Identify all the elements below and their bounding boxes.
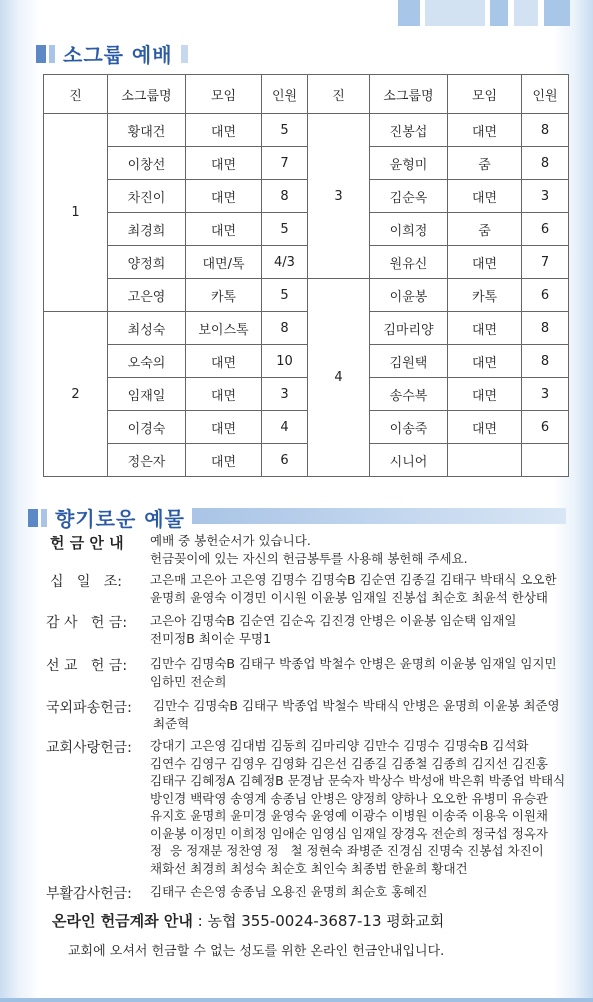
header-cell: 모임 <box>448 75 522 114</box>
table-row <box>44 114 569 147</box>
offering-guide-text <box>150 532 468 567</box>
count-cell: 8 <box>262 180 308 213</box>
group-name-cell: 차진이 <box>108 180 186 213</box>
section-title-small-group <box>36 39 188 68</box>
meet-cell: 대면 <box>186 345 262 378</box>
count-cell: 3 <box>522 180 569 213</box>
online-account: : 농협 355-0024-3687-13 평화교회 <box>192 912 445 930</box>
group-name-cell: 이희정 <box>370 213 448 246</box>
title-square-icon <box>49 45 55 63</box>
header-cell: 진 <box>44 75 108 114</box>
title-square-icon <box>181 45 188 63</box>
meet-cell: 대면 <box>186 411 262 444</box>
small-group-table <box>43 74 569 477</box>
mission-label: 선 교 헌 금: <box>46 658 128 674</box>
tithe-names <box>150 571 557 606</box>
meet-cell: 대면 <box>186 147 262 180</box>
count-cell: 8 <box>522 312 569 345</box>
count-cell: 5 <box>262 213 308 246</box>
meet-cell: 대면/톡 <box>186 246 262 279</box>
meet-cell: 대면 <box>448 345 522 378</box>
name-line: 김만수 김명숙B 김태구 박종업 박철수 박태식 안병은 윤명희 이윤봉 최준영 <box>153 698 560 713</box>
header-cell: 진 <box>308 75 370 114</box>
jin-cell: 1 <box>44 114 108 312</box>
overseas-label: 국외파송헌금: <box>46 700 132 716</box>
table-row <box>44 213 569 246</box>
count-cell: 4/3 <box>262 246 308 279</box>
table-header-row <box>44 75 569 114</box>
group-name-cell: 이송죽 <box>370 411 448 444</box>
meet-cell: 대면 <box>186 444 262 477</box>
meet-cell: 대면 <box>448 411 522 444</box>
count-cell: 3 <box>522 378 569 411</box>
easter-names <box>150 883 427 901</box>
bottom-decoration <box>0 998 593 1002</box>
header-cell: 인원 <box>522 75 569 114</box>
header-cell: 인원 <box>262 75 308 114</box>
love-names <box>150 737 565 877</box>
count-cell: 8 <box>522 147 569 180</box>
meet-cell <box>448 444 522 477</box>
meet-cell: 대면 <box>186 180 262 213</box>
count-cell: 8 <box>522 114 569 147</box>
jin-cell: 3 <box>308 114 370 279</box>
count-cell: 7 <box>262 147 308 180</box>
count-cell: 4 <box>262 411 308 444</box>
group-name-cell: 이창선 <box>108 147 186 180</box>
count-cell: 7 <box>522 246 569 279</box>
jin-cell: 4 <box>308 279 370 477</box>
meet-cell: 카톡 <box>186 279 262 312</box>
love-label: 교회사랑헌금: <box>46 740 132 756</box>
meet-cell: 보이스톡 <box>186 312 262 345</box>
meet-cell: 대면 <box>448 312 522 345</box>
meet-cell: 대면 <box>448 378 522 411</box>
group-name-cell: 최성숙 <box>108 312 186 345</box>
overseas-names <box>153 697 560 732</box>
group-name-cell: 이윤봉 <box>370 279 448 312</box>
group-name-cell: 오숙의 <box>108 345 186 378</box>
online-note: 교회에 오셔서 헌금할 수 없는 성도를 위한 온라인 헌금안내입니다. <box>68 944 445 959</box>
easter-label: 부활감사헌금: <box>46 886 132 902</box>
table-row <box>44 180 569 213</box>
count-cell: 6 <box>522 411 569 444</box>
table-row <box>44 147 569 180</box>
mission-names <box>150 655 557 690</box>
meet-cell: 줌 <box>448 147 522 180</box>
table-row <box>44 444 569 477</box>
group-name-cell: 최경희 <box>108 213 186 246</box>
name-line: 정 응 정재분 정찬영 정 철 정현숙 좌병준 진경심 진명숙 진봉섭 차진이 <box>150 843 544 858</box>
thanks-names <box>150 612 516 647</box>
table-row <box>44 312 569 345</box>
thanks-label: 감 사 헌 금: <box>46 615 128 631</box>
name-line: 전미정B 최이순 무명1 <box>150 630 272 646</box>
name-line: 고은아 김명숙B 김순연 김순옥 김진경 안병은 이윤봉 임순택 임재일 <box>150 613 517 628</box>
meet-cell: 대면 <box>448 180 522 213</box>
name-line: 강대기 고은영 김대범 김동희 김마리양 김만수 김명수 김명숙B 김석화 <box>150 738 529 753</box>
group-name-cell: 김원택 <box>370 345 448 378</box>
group-name-cell: 고은영 <box>108 279 186 312</box>
group-name-cell: 김순옥 <box>370 180 448 213</box>
table-row <box>44 411 569 444</box>
count-cell: 5 <box>262 114 308 147</box>
count-cell: 8 <box>522 345 569 378</box>
section-title-text: 향기로운 예물 <box>55 507 185 531</box>
title-bar-decoration <box>192 508 566 524</box>
section-title-offering <box>28 503 185 532</box>
group-name-cell: 진봉섭 <box>370 114 448 147</box>
name-line: 김연수 김영구 김영우 김영화 김은선 김종길 김종철 김종희 김지선 김진홍 <box>150 755 549 771</box>
table-row <box>44 279 569 312</box>
table-row <box>44 246 569 279</box>
group-name-cell: 이경숙 <box>108 411 186 444</box>
name-line: 김태구 손은영 송종님 오용진 윤명희 최순호 홍혜진 <box>150 884 428 899</box>
header-cell: 소그룹명 <box>108 75 186 114</box>
group-name-cell: 김마리양 <box>370 312 448 345</box>
guide-line: 예배 중 봉헌순서가 있습니다. <box>150 533 311 548</box>
offering-guide-label: 헌 금 안 내 <box>50 534 124 552</box>
name-line: 이윤봉 이정민 이희정 임애순 임영심 임재일 장경옥 전순희 정국섭 정옥자 <box>150 825 549 841</box>
group-name-cell: 정은자 <box>108 444 186 477</box>
name-line: 김만수 김명숙B 김태구 박종업 박철수 안병은 윤명희 이윤봉 임재일 임지민 <box>150 656 557 671</box>
name-line: 윤명희 윤영숙 이경민 이시원 이윤봉 임재일 진봉섭 최순호 최윤석 한상태 <box>150 589 549 605</box>
meet-cell: 대면 <box>186 378 262 411</box>
count-cell: 3 <box>262 378 308 411</box>
meet-cell: 대면 <box>448 114 522 147</box>
title-square-icon <box>41 509 47 527</box>
count-cell: 6 <box>522 213 569 246</box>
count-cell: 5 <box>262 279 308 312</box>
name-line: 채화선 최경희 최성숙 최순호 최인숙 최종범 한윤희 황대건 <box>150 860 468 876</box>
name-line: 임하민 전순희 <box>150 673 227 689</box>
count-cell <box>522 444 569 477</box>
count-cell: 10 <box>262 345 308 378</box>
count-cell: 6 <box>262 444 308 477</box>
meet-cell: 줌 <box>448 213 522 246</box>
top-decoration <box>0 0 593 28</box>
name-line: 최준혁 <box>153 715 190 731</box>
table-row <box>44 345 569 378</box>
name-line: 김태구 김혜정A 김혜정B 문경남 문숙자 박상수 박성애 박은휘 박종업 박태식 <box>150 773 566 788</box>
group-name-cell: 윤형미 <box>370 147 448 180</box>
tithe-label: 십 일 조: <box>50 574 122 590</box>
section-title-text: 소그룹 예배 <box>63 43 173 67</box>
group-name-cell: 송수복 <box>370 378 448 411</box>
meet-cell: 대면 <box>186 114 262 147</box>
online-account-info <box>52 910 444 931</box>
group-name-cell: 황대건 <box>108 114 186 147</box>
title-square-icon <box>28 509 38 527</box>
group-name-cell: 시니어 <box>370 444 448 477</box>
group-name-cell: 임재일 <box>108 378 186 411</box>
count-cell: 6 <box>522 279 569 312</box>
meet-cell: 대면 <box>448 246 522 279</box>
title-square-icon <box>36 45 46 63</box>
online-label: 온라인 헌금계좌 안내 <box>52 912 193 930</box>
meet-cell: 카톡 <box>448 279 522 312</box>
group-name-cell: 원유신 <box>370 246 448 279</box>
guide-line: 헌금꽂이에 있는 자신의 헌금봉투를 사용해 봉헌해 주세요. <box>150 550 468 566</box>
header-cell: 소그룹명 <box>370 75 448 114</box>
header-cell: 모임 <box>186 75 262 114</box>
meet-cell: 대면 <box>186 213 262 246</box>
jin-cell: 2 <box>44 312 108 477</box>
name-line: 유지호 윤명희 윤미경 윤영숙 윤영예 이광수 이병원 이송죽 이용욱 이원채 <box>150 808 549 823</box>
name-line: 방인경 백락영 송영계 송종님 안병은 양정희 양하나 오오한 유병미 유승관 <box>150 790 549 806</box>
table-row <box>44 378 569 411</box>
group-name-cell: 양정희 <box>108 246 186 279</box>
count-cell: 8 <box>262 312 308 345</box>
name-line: 고은매 고은아 고은영 김명수 김명숙B 김순연 김종길 김태구 박태식 오오한 <box>150 572 557 587</box>
